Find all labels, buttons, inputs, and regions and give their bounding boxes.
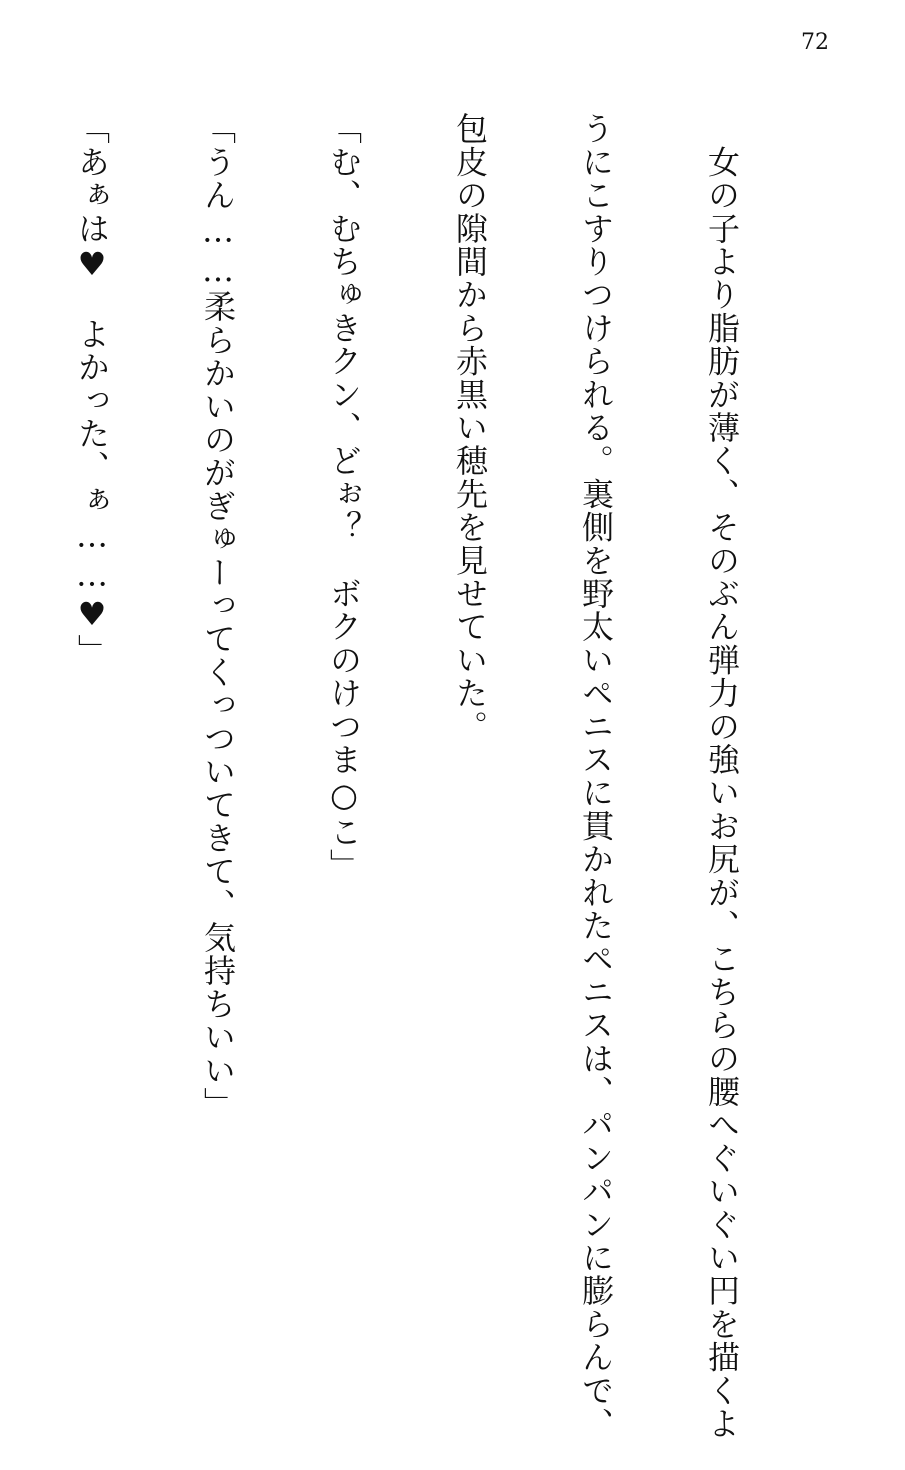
page-number: 72 [801,30,829,55]
text-line: 包皮の隙間から赤黒い穂先を見せていた。 [451,112,489,743]
text-line: 女の子より脂肪が薄く、そのぶん弾力の強いお尻が、こちらの腰へぐいぐい円を描くよ [703,112,741,1440]
body-text [0,112,827,1440]
text-line: うにこすりつけられる。裏側を野太いペニスに貫かれたペニスは、パンパンに膨らんで、 [577,112,615,1440]
text-line: 「うん……柔らかいのがぎゅーってくっついてきて、気持ちいい」 [199,112,237,1120]
text-line: 「む、むちゅきクン、どぉ？ ボクのけつま○こ」 [325,112,363,882]
text-line: 「あぁは♥ よかった、ぁ……♥」 [73,112,111,668]
